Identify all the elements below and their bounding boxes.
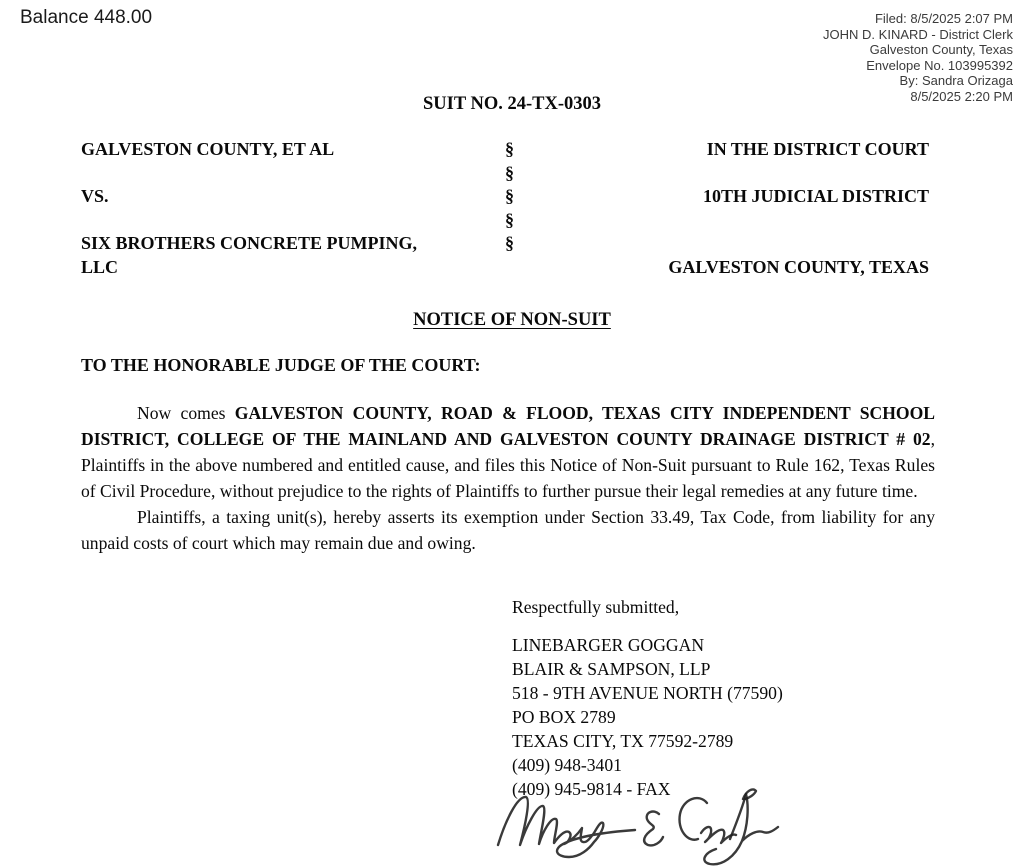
filing-stamp-line: Galveston County, Texas bbox=[869, 42, 1013, 58]
firm-address-line: TEXAS CITY, TX 77592-2789 bbox=[512, 731, 734, 751]
firm-fax-line: (409) 945-9814 - FAX bbox=[512, 779, 671, 799]
caption-court-right: 10TH JUDICIAL DISTRICT bbox=[702, 186, 929, 206]
filing-stamp-line: JOHN D. KINARD - District Clerk bbox=[823, 26, 1013, 42]
signature-stroke-e bbox=[644, 812, 663, 846]
caption-party-left bbox=[81, 209, 505, 233]
caption-party-left: SIX BROTHERS CONCRETE PUMPING, bbox=[81, 233, 418, 253]
caption-court-right: GALVESTON COUNTY, TEXAS bbox=[668, 256, 929, 277]
filing-stamp-line: 8/5/2025 2:20 PM bbox=[910, 88, 1013, 104]
section-symbol bbox=[505, 256, 595, 280]
caption-party-left: LLC bbox=[81, 256, 119, 277]
firm-name-line: BLAIR & SAMPSON, LLP bbox=[512, 659, 711, 679]
case-caption bbox=[81, 138, 929, 279]
section-symbol: § bbox=[505, 233, 514, 253]
caption-party-left: VS. bbox=[81, 186, 109, 206]
paragraph-exemption: Plaintiffs, a taxing unit(s), hereby asserts its exemption under Section 33.49, Tax Code, from liability for any unpaid costs of court which may remain due and owing. bbox=[81, 507, 935, 553]
firm-address-block bbox=[512, 633, 783, 801]
suit-number: SUIT NO. 24-TX-0303 bbox=[423, 94, 601, 114]
paragraph-rest: , Plaintiffs in the above numbered and entitled cause, and files this Notice of Non-Suit pursuant to Rule 162, Texas Rules of Civil Procedure, without prejudice to the rights of Plaintiffs to further pursue their legal remedies at any future time. bbox=[81, 429, 935, 501]
plaintiff-names-bold: GALVESTON COUNTY, ROAD & FLOOD, TEXAS CITY INDEPENDENT SCHOOL DISTRICT, COLLEGE OF THE MAINLAND AND GALVESTON COUNTY DRAINAGE DISTRICT # 02 bbox=[81, 403, 936, 449]
caption-party-left bbox=[81, 162, 505, 186]
signature-stroke-mark bbox=[498, 797, 635, 857]
section-symbol: § bbox=[505, 139, 514, 159]
firm-address-line: 518 - 9TH AVENUE NORTH (77590) bbox=[512, 683, 783, 703]
filing-stamp-line: Filed: 8/5/2025 2:07 PM bbox=[874, 11, 1013, 26]
caption-party-left: GALVESTON COUNTY, ET AL bbox=[81, 139, 335, 159]
signature-stroke-c bbox=[679, 798, 736, 843]
section-symbol: § bbox=[505, 186, 514, 206]
paragraph-lead: Now comes bbox=[137, 403, 235, 423]
salutation: TO THE HONORABLE JUDGE OF THE COURT: bbox=[81, 355, 481, 375]
firm-address-line: PO BOX 2789 bbox=[512, 707, 616, 727]
signature-stroke-loop bbox=[704, 794, 778, 864]
paragraph-nonsuit bbox=[81, 400, 935, 504]
document-body bbox=[81, 400, 935, 556]
section-symbol: § bbox=[505, 162, 514, 183]
section-symbol: § bbox=[505, 209, 514, 230]
filing-stamp bbox=[823, 11, 1013, 105]
handwritten-signature-image bbox=[492, 786, 782, 867]
filing-stamp-line: By: Sandra Orizaga bbox=[899, 73, 1013, 89]
document-title: NOTICE OF NON-SUIT bbox=[413, 310, 611, 330]
caption-court-right bbox=[595, 209, 929, 233]
caption-court-right: IN THE DISTRICT COURT bbox=[706, 139, 929, 159]
caption-court-right bbox=[595, 162, 929, 186]
filing-stamp-line: Envelope No. 103995392 bbox=[866, 57, 1013, 73]
closing-line: Respectfully submitted, bbox=[512, 597, 680, 617]
firm-phone-line: (409) 948-3401 bbox=[512, 755, 622, 775]
balance-label: Balance 448.00 bbox=[20, 7, 153, 28]
caption-court-right bbox=[595, 232, 929, 256]
firm-name-line: LINEBARGER GOGGAN bbox=[512, 635, 705, 655]
